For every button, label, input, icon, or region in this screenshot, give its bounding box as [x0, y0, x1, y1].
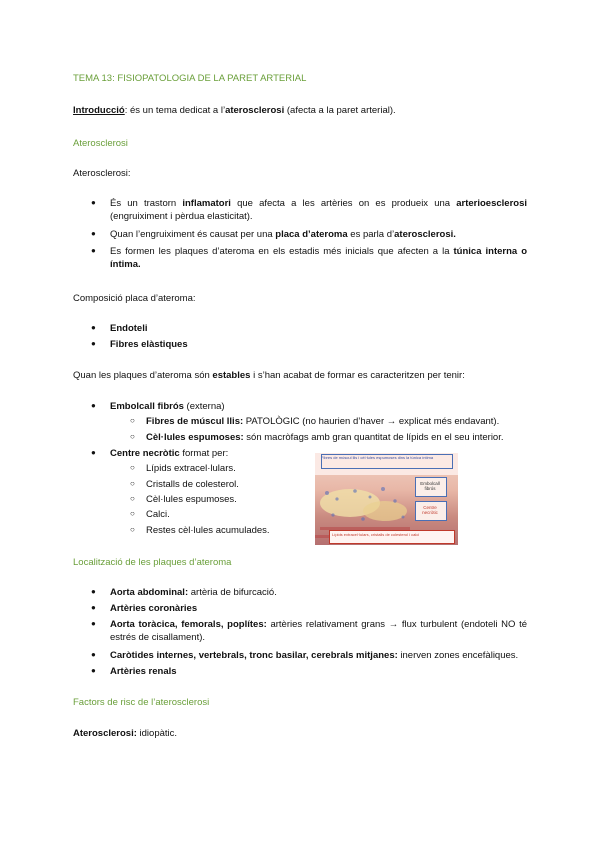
circle-bullet-icon: ○: [130, 494, 135, 503]
estables-paragraph: Quan les plaques d’ateroma són estables i s’han acabat de formar es caracteritzen per tenir:: [73, 370, 465, 381]
bullet-icon: ●: [91, 448, 96, 457]
circle-bullet-icon: ○: [130, 479, 135, 488]
list-item: Fibres de múscul llis: PATOLÒGIC (no haurien d’haver → explicat més endavant).: [146, 416, 500, 427]
list-item: Cristalls de colesterol.: [146, 479, 239, 490]
circle-bullet-icon: ○: [130, 525, 135, 534]
list-item: Fibres elàstiques: [110, 339, 188, 350]
bullet-icon: ●: [91, 246, 96, 255]
section-heading-localitzacio: Localització de les plaques d’ateroma: [73, 557, 232, 568]
section-heading-factors: Factors de risc de l’aterosclerosi: [73, 697, 210, 708]
section-heading-aterosclerosi: Aterosclerosi: [73, 138, 128, 149]
figure-label-centre: Centre necròtic: [422, 505, 438, 515]
list-item: Endoteli: [110, 323, 148, 334]
intro-label: Introducció: [73, 105, 125, 116]
list-item: Artèries coronàries: [110, 603, 198, 614]
circle-bullet-icon: ○: [130, 432, 135, 441]
list-item: Cèl·lules espumoses.: [146, 494, 237, 505]
list-item: Quan l’engruiximent és causat per una placa d’ateroma es parla d’aterosclerosi.: [110, 229, 456, 240]
document-title: TEMA 13: FISIOPATOLOGIA DE LA PARET ARTERIAL: [73, 73, 307, 84]
list-item: Aorta abdominal: artèria de bifurcació.: [110, 587, 277, 598]
atheroma-plaque-figure: [315, 453, 458, 545]
figure-caption-box: [321, 454, 453, 469]
bullet-icon: ●: [91, 198, 96, 207]
list-item: Aorta toràcica, femorals, poplítes: artèries relativament grans → flux turbulent (endoteli NO té estrés de cisallament).: [110, 619, 527, 643]
intro-paragraph: Introducció: és un tema dedicat a l’aterosclerosi (afecta a la paret arterial).: [73, 105, 396, 116]
list-item: Caròtides internes, vertebrals, tronc basilar, cerebrals mitjanes: inerven zones encefàliques.: [110, 650, 519, 661]
bullet-icon: ●: [91, 619, 96, 628]
list-item: Cèl·lules espumoses: són macròfags amb gran quantitat de lípids en el seu interior.: [146, 432, 504, 443]
list-item: Es formen les plaques d’ateroma en els estadis més inicials que afecten a la túnica interna o íntima.: [110, 246, 527, 270]
circle-bullet-icon: ○: [130, 463, 135, 472]
circle-bullet-icon: ○: [130, 509, 135, 518]
list-item: Embolcall fibrós (externa): [110, 401, 225, 412]
list-item: Centre necròtic format per:: [110, 448, 229, 459]
bullet-icon: ●: [91, 650, 96, 659]
figure-top-caption: Fibres de múscul llis i cèl·lules espumoses dins la túnica íntima: [321, 455, 434, 460]
figure-bottom-caption: Lípids extracel·lulars, cristalls de colesterol i calci: [332, 532, 420, 537]
composicio-label: Composició placa d’ateroma:: [73, 293, 196, 304]
factors-paragraph: Aterosclerosi: idiopàtic.: [73, 728, 178, 739]
list-item: Calci.: [146, 509, 170, 520]
aterosclerosi-label: Aterosclerosi:: [73, 168, 131, 179]
bullet-icon: ●: [91, 339, 96, 348]
bullet-icon: ●: [91, 603, 96, 612]
bullet-icon: ●: [91, 229, 96, 238]
bullet-icon: ●: [91, 401, 96, 410]
circle-bullet-icon: ○: [130, 416, 135, 425]
list-item: Artèries renals: [110, 666, 177, 677]
figure-label-embolcall: Embolcall fibrós: [420, 481, 440, 491]
bullet-icon: ●: [91, 666, 96, 675]
list-item: Restes cèl·lules acumulades.: [146, 525, 270, 536]
bullet-icon: ●: [91, 323, 96, 332]
bullet-icon: ●: [91, 587, 96, 596]
list-item: És un trastorn inflamatori que afecta a les artèries on es produeix una arterioesclerosi (engruiximent i pèrdua elasticitat).: [110, 198, 527, 222]
list-item: Lípids extracel·lulars.: [146, 463, 236, 474]
